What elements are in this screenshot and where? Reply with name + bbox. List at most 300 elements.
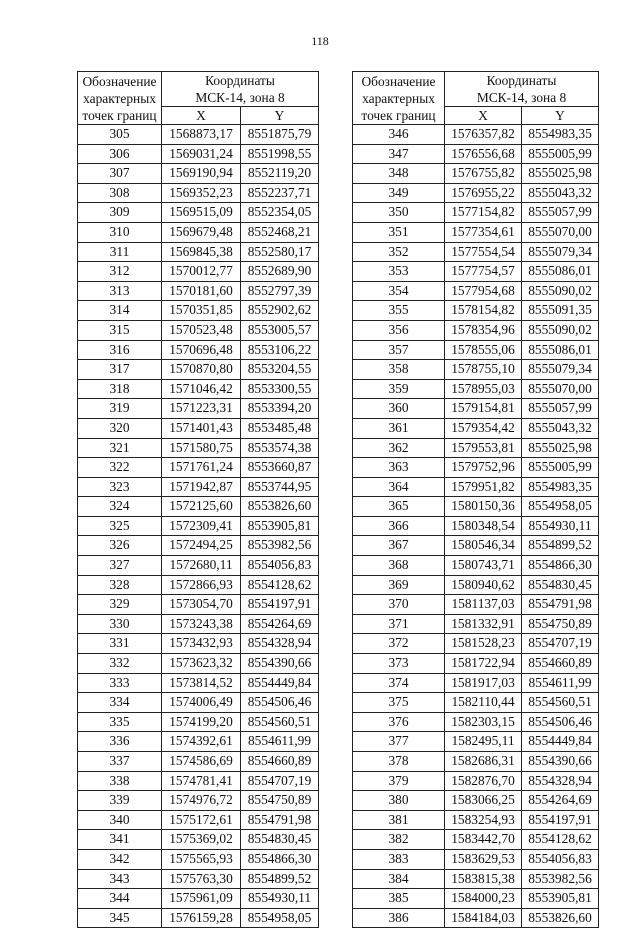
x-coordinate-cell: 1575961,09 [162, 889, 241, 909]
y-coordinate-cell: 8555043,32 [522, 183, 599, 203]
y-coordinate-cell: 8554866,30 [522, 556, 599, 576]
y-coordinate-cell: 8554197,91 [241, 595, 319, 615]
table-row [353, 595, 599, 615]
point-number-cell: 343 [78, 869, 162, 889]
table-body-right [353, 125, 599, 928]
x-coordinate-cell: 1581722,94 [445, 654, 522, 674]
point-number-cell: 332 [78, 654, 162, 674]
x-coordinate-cell: 1568873,17 [162, 125, 241, 145]
y-coordinate-cell: 8555057,99 [522, 399, 599, 419]
point-number-cell: 371 [353, 614, 445, 634]
table-row [78, 556, 319, 576]
y-coordinate-cell: 8555070,00 [522, 222, 599, 242]
table-row [353, 693, 599, 713]
y-coordinate-cell: 8551998,55 [241, 144, 319, 164]
x-coordinate-cell: 1578354,96 [445, 320, 522, 340]
y-coordinate-cell: 8554930,11 [522, 516, 599, 536]
point-number-cell: 369 [353, 575, 445, 595]
y-coordinate-cell: 8554830,45 [522, 575, 599, 595]
table-row [78, 477, 319, 497]
point-number-cell: 386 [353, 908, 445, 928]
y-coordinate-cell: 8553106,22 [241, 340, 319, 360]
point-number-cell: 355 [353, 301, 445, 321]
point-number-cell: 311 [78, 242, 162, 262]
y-coordinate-cell: 8554660,89 [241, 752, 319, 772]
point-number-cell: 334 [78, 693, 162, 713]
point-number-cell: 347 [353, 144, 445, 164]
table-row [353, 164, 599, 184]
x-coordinate-cell: 1571580,75 [162, 438, 241, 458]
x-coordinate-cell: 1582110,44 [445, 693, 522, 713]
y-coordinate-cell: 8555043,32 [522, 418, 599, 438]
x-coordinate-cell: 1576955,22 [445, 183, 522, 203]
x-coordinate-cell: 1570696,48 [162, 340, 241, 360]
x-coordinate-cell: 1576755,82 [445, 164, 522, 184]
x-coordinate-cell: 1581528,23 [445, 634, 522, 654]
table-body-left [78, 125, 319, 928]
y-coordinate-cell: 8554390,66 [522, 752, 599, 772]
table-row [78, 399, 319, 419]
x-coordinate-cell: 1580743,71 [445, 556, 522, 576]
x-coordinate-cell: 1582876,70 [445, 771, 522, 791]
table-row [353, 752, 599, 772]
x-coordinate-cell: 1577154,82 [445, 203, 522, 223]
y-coordinate-cell: 8554750,89 [522, 614, 599, 634]
table-row [78, 752, 319, 772]
x-coordinate-cell: 1579354,42 [445, 418, 522, 438]
point-number-cell: 376 [353, 712, 445, 732]
y-coordinate-cell: 8554056,83 [241, 556, 319, 576]
y-header: Y [522, 107, 599, 125]
x-coordinate-cell: 1575763,30 [162, 869, 241, 889]
point-number-cell: 326 [78, 536, 162, 556]
table-row [78, 262, 319, 282]
point-number-cell: 360 [353, 399, 445, 419]
point-number-cell: 357 [353, 340, 445, 360]
y-coordinate-cell: 8553204,55 [241, 360, 319, 380]
point-number-cell: 314 [78, 301, 162, 321]
y-coordinate-cell: 8553485,48 [241, 418, 319, 438]
x-coordinate-cell: 1578755,10 [445, 360, 522, 380]
table-row [353, 849, 599, 869]
y-coordinate-cell: 8555091,35 [522, 301, 599, 321]
x-coordinate-cell: 1574586,69 [162, 752, 241, 772]
x-coordinate-cell: 1571942,87 [162, 477, 241, 497]
table-row [78, 418, 319, 438]
x-coordinate-cell: 1577954,68 [445, 281, 522, 301]
table-row [78, 301, 319, 321]
point-number-cell: 351 [353, 222, 445, 242]
point-number-cell: 375 [353, 693, 445, 713]
y-coordinate-cell: 8554830,45 [241, 830, 319, 850]
x-coordinate-cell: 1582303,15 [445, 712, 522, 732]
y-coordinate-cell: 8554791,98 [241, 810, 319, 830]
x-coordinate-cell: 1582686,31 [445, 752, 522, 772]
coordinates-header: Координаты [445, 72, 599, 90]
table-row [353, 418, 599, 438]
y-coordinate-cell: 8552689,90 [241, 262, 319, 282]
point-number-cell: 377 [353, 732, 445, 752]
x-coordinate-cell: 1577354,61 [445, 222, 522, 242]
point-number-cell: 305 [78, 125, 162, 145]
y-coordinate-cell: 8554560,51 [522, 693, 599, 713]
y-coordinate-cell: 8555070,00 [522, 379, 599, 399]
table-row [78, 595, 319, 615]
y-coordinate-cell: 8553905,81 [522, 889, 599, 909]
table-row [78, 810, 319, 830]
point-number-cell: 331 [78, 634, 162, 654]
x-coordinate-cell: 1577754,57 [445, 262, 522, 282]
x-coordinate-cell: 1583442,70 [445, 830, 522, 850]
point-number-cell: 380 [353, 791, 445, 811]
point-number-cell: 315 [78, 320, 162, 340]
table-row [78, 712, 319, 732]
table-row [78, 281, 319, 301]
table-row [78, 849, 319, 869]
x-coordinate-cell: 1578154,82 [445, 301, 522, 321]
point-number-cell: 363 [353, 458, 445, 478]
x-coordinate-cell: 1581137,03 [445, 595, 522, 615]
y-coordinate-cell: 8554264,69 [522, 791, 599, 811]
x-coordinate-cell: 1579752,96 [445, 458, 522, 478]
y-coordinate-cell: 8554506,46 [522, 712, 599, 732]
x-coordinate-cell: 1574006,49 [162, 693, 241, 713]
point-number-cell: 378 [353, 752, 445, 772]
x-coordinate-cell: 1571046,42 [162, 379, 241, 399]
table-row [353, 556, 599, 576]
table-row [353, 360, 599, 380]
point-number-cell: 368 [353, 556, 445, 576]
point-number-cell: 317 [78, 360, 162, 380]
table-row [353, 438, 599, 458]
y-coordinate-cell: 8554707,19 [522, 634, 599, 654]
y-coordinate-cell: 8554707,19 [241, 771, 319, 791]
table-row [78, 320, 319, 340]
y-coordinate-cell: 8552797,39 [241, 281, 319, 301]
y-coordinate-cell: 8553300,55 [241, 379, 319, 399]
x-coordinate-cell: 1576159,28 [162, 908, 241, 928]
point-number-cell: 366 [353, 516, 445, 536]
table-row [353, 516, 599, 536]
y-coordinate-cell: 8554899,52 [522, 536, 599, 556]
y-coordinate-cell: 8554056,83 [522, 849, 599, 869]
y-coordinate-cell: 8554197,91 [522, 810, 599, 830]
point-number-cell: 342 [78, 849, 162, 869]
x-coordinate-cell: 1581332,91 [445, 614, 522, 634]
point-number-cell: 365 [353, 497, 445, 517]
table-row [78, 791, 319, 811]
y-coordinate-cell: 8554449,84 [241, 673, 319, 693]
point-number-cell: 383 [353, 849, 445, 869]
y-coordinate-cell: 8554449,84 [522, 732, 599, 752]
y-coordinate-cell: 8555086,01 [522, 340, 599, 360]
point-number-cell: 335 [78, 712, 162, 732]
point-number-cell: 330 [78, 614, 162, 634]
x-coordinate-cell: 1569845,38 [162, 242, 241, 262]
y-coordinate-cell: 8554958,05 [522, 497, 599, 517]
table-row [78, 144, 319, 164]
point-number-cell: 381 [353, 810, 445, 830]
point-number-cell: 361 [353, 418, 445, 438]
point-number-cell: 306 [78, 144, 162, 164]
table-row [353, 320, 599, 340]
table-row [353, 889, 599, 909]
point-number-cell: 321 [78, 438, 162, 458]
y-coordinate-cell: 8553574,38 [241, 438, 319, 458]
y-coordinate-cell: 8552580,17 [241, 242, 319, 262]
y-coordinate-cell: 8554506,46 [241, 693, 319, 713]
table-row [353, 222, 599, 242]
table-row [353, 379, 599, 399]
y-coordinate-cell: 8553826,60 [522, 908, 599, 928]
x-header: X [162, 107, 241, 125]
x-coordinate-cell: 1583066,25 [445, 791, 522, 811]
table-row [353, 262, 599, 282]
y-coordinate-cell: 8552468,21 [241, 222, 319, 242]
point-number-cell: 339 [78, 791, 162, 811]
point-number-cell: 348 [353, 164, 445, 184]
y-coordinate-cell: 8554128,62 [522, 830, 599, 850]
y-coordinate-cell: 8554899,52 [241, 869, 319, 889]
page-number: 118 [311, 34, 329, 48]
y-coordinate-cell: 8553982,56 [241, 536, 319, 556]
y-coordinate-cell: 8555086,01 [522, 262, 599, 282]
y-coordinate-cell: 8555079,34 [522, 360, 599, 380]
table-row [353, 242, 599, 262]
point-number-cell: 345 [78, 908, 162, 928]
coordinates-table-left [77, 71, 319, 928]
y-coordinate-cell: 8555005,99 [522, 144, 599, 164]
point-number-cell: 353 [353, 262, 445, 282]
table-row [78, 164, 319, 184]
table-row [78, 458, 319, 478]
x-coordinate-cell: 1571761,24 [162, 458, 241, 478]
y-coordinate-cell: 8554560,51 [241, 712, 319, 732]
point-number-cell: 367 [353, 536, 445, 556]
y-coordinate-cell: 8554264,69 [241, 614, 319, 634]
table-row [353, 732, 599, 752]
point-number-cell: 350 [353, 203, 445, 223]
y-coordinate-cell: 8553905,81 [241, 516, 319, 536]
point-number-cell: 320 [78, 418, 162, 438]
point-number-cell: 359 [353, 379, 445, 399]
x-coordinate-cell: 1580348,54 [445, 516, 522, 536]
table-row [353, 458, 599, 478]
x-coordinate-cell: 1579154,81 [445, 399, 522, 419]
x-coordinate-cell: 1574781,41 [162, 771, 241, 791]
x-coordinate-cell: 1572125,60 [162, 497, 241, 517]
y-coordinate-cell: 8551875,79 [241, 125, 319, 145]
x-header: X [445, 107, 522, 125]
table-row [78, 497, 319, 517]
point-number-cell: 356 [353, 320, 445, 340]
table-row [353, 869, 599, 889]
y-coordinate-cell: 8554983,35 [522, 477, 599, 497]
coordinate-system-header: МСК-14, зона 8 [162, 89, 319, 107]
point-number-cell: 310 [78, 222, 162, 242]
x-coordinate-cell: 1573432,93 [162, 634, 241, 654]
x-coordinate-cell: 1569515,09 [162, 203, 241, 223]
y-coordinate-cell: 8553982,56 [522, 869, 599, 889]
point-number-cell: 337 [78, 752, 162, 772]
x-coordinate-cell: 1580546,34 [445, 536, 522, 556]
x-coordinate-cell: 1574199,20 [162, 712, 241, 732]
table-row [78, 869, 319, 889]
y-coordinate-cell: 8554328,94 [241, 634, 319, 654]
y-coordinate-cell: 8553660,87 [241, 458, 319, 478]
x-coordinate-cell: 1569679,48 [162, 222, 241, 242]
table-row [353, 575, 599, 595]
x-coordinate-cell: 1572494,25 [162, 536, 241, 556]
y-coordinate-cell: 8554930,11 [241, 889, 319, 909]
point-number-cell: 307 [78, 164, 162, 184]
point-number-cell: 313 [78, 281, 162, 301]
x-coordinate-cell: 1570870,80 [162, 360, 241, 380]
point-number-cell: 327 [78, 556, 162, 576]
x-coordinate-cell: 1581917,03 [445, 673, 522, 693]
y-coordinate-cell: 8553394,20 [241, 399, 319, 419]
table-row [353, 301, 599, 321]
x-coordinate-cell: 1580940,62 [445, 575, 522, 595]
y-coordinate-cell: 8552119,20 [241, 164, 319, 184]
point-number-cell: 316 [78, 340, 162, 360]
table-row [353, 536, 599, 556]
point-number-cell: 318 [78, 379, 162, 399]
table-row [78, 634, 319, 654]
table-row [353, 340, 599, 360]
point-number-cell: 324 [78, 497, 162, 517]
table-row [78, 771, 319, 791]
table-row [353, 497, 599, 517]
table-row [78, 575, 319, 595]
y-coordinate-cell: 8554958,05 [241, 908, 319, 928]
x-coordinate-cell: 1569190,94 [162, 164, 241, 184]
table-row [78, 379, 319, 399]
table-row [353, 654, 599, 674]
point-number-cell: 385 [353, 889, 445, 909]
point-number-cell: 328 [78, 575, 162, 595]
y-coordinate-cell: 8554128,62 [241, 575, 319, 595]
table-row [78, 125, 319, 145]
y-coordinate-cell: 8554390,66 [241, 654, 319, 674]
y-coordinate-cell: 8555025,98 [522, 164, 599, 184]
table-row [78, 360, 319, 380]
table-row [353, 673, 599, 693]
point-number-cell: 373 [353, 654, 445, 674]
coordinates-header: Координаты [162, 72, 319, 90]
point-number-cell: 322 [78, 458, 162, 478]
y-coordinate-cell: 8555090,02 [522, 320, 599, 340]
point-number-cell: 346 [353, 125, 445, 145]
table-row [353, 712, 599, 732]
point-number-cell: 341 [78, 830, 162, 850]
y-coordinate-cell: 8554611,99 [241, 732, 319, 752]
table-row [353, 810, 599, 830]
point-number-cell: 358 [353, 360, 445, 380]
point-number-cell: 354 [353, 281, 445, 301]
point-number-cell: 309 [78, 203, 162, 223]
x-coordinate-cell: 1583815,38 [445, 869, 522, 889]
x-coordinate-cell: 1570523,48 [162, 320, 241, 340]
table-row [78, 654, 319, 674]
table-row [78, 673, 319, 693]
x-coordinate-cell: 1584184,03 [445, 908, 522, 928]
x-coordinate-cell: 1576357,82 [445, 125, 522, 145]
x-coordinate-cell: 1573243,38 [162, 614, 241, 634]
point-number-cell: 340 [78, 810, 162, 830]
table-row [78, 222, 319, 242]
x-coordinate-cell: 1572309,41 [162, 516, 241, 536]
table-row [78, 908, 319, 928]
table-row [78, 438, 319, 458]
y-coordinate-cell: 8554611,99 [522, 673, 599, 693]
table-row [353, 144, 599, 164]
x-coordinate-cell: 1582495,11 [445, 732, 522, 752]
table-row [78, 536, 319, 556]
table-row [353, 908, 599, 928]
coordinates-table-right [352, 71, 599, 928]
point-number-cell: 349 [353, 183, 445, 203]
point-number-cell: 323 [78, 477, 162, 497]
point-number-cell: 312 [78, 262, 162, 282]
x-coordinate-cell: 1575172,61 [162, 810, 241, 830]
x-coordinate-cell: 1574392,61 [162, 732, 241, 752]
y-coordinate-cell: 8554983,35 [522, 125, 599, 145]
table-row [353, 399, 599, 419]
x-coordinate-cell: 1573054,70 [162, 595, 241, 615]
point-number-cell: 329 [78, 595, 162, 615]
x-coordinate-cell: 1569031,24 [162, 144, 241, 164]
point-number-cell: 352 [353, 242, 445, 262]
table-row [353, 281, 599, 301]
y-coordinate-cell: 8554328,94 [522, 771, 599, 791]
table-row [78, 340, 319, 360]
point-number-cell: 374 [353, 673, 445, 693]
table-row [78, 242, 319, 262]
table-row [353, 183, 599, 203]
y-coordinate-cell: 8552237,71 [241, 183, 319, 203]
x-coordinate-cell: 1574976,72 [162, 791, 241, 811]
x-coordinate-cell: 1576556,68 [445, 144, 522, 164]
point-number-cell: 319 [78, 399, 162, 419]
point-number-cell: 333 [78, 673, 162, 693]
x-coordinate-cell: 1575369,02 [162, 830, 241, 850]
table-row [353, 830, 599, 850]
x-coordinate-cell: 1571223,31 [162, 399, 241, 419]
y-coordinate-cell: 8555025,98 [522, 438, 599, 458]
x-coordinate-cell: 1578555,06 [445, 340, 522, 360]
y-coordinate-cell: 8554866,30 [241, 849, 319, 869]
x-coordinate-cell: 1572680,11 [162, 556, 241, 576]
y-coordinate-cell: 8555005,99 [522, 458, 599, 478]
point-number-cell: 372 [353, 634, 445, 654]
table-row [353, 203, 599, 223]
x-coordinate-cell: 1573623,32 [162, 654, 241, 674]
y-coordinate-cell: 8554750,89 [241, 791, 319, 811]
point-number-cell: 325 [78, 516, 162, 536]
x-coordinate-cell: 1572866,93 [162, 575, 241, 595]
table-row [353, 634, 599, 654]
table-row [353, 477, 599, 497]
point-number-cell: 379 [353, 771, 445, 791]
table-row [353, 614, 599, 634]
y-coordinate-cell: 8552902,62 [241, 301, 319, 321]
x-coordinate-cell: 1570351,85 [162, 301, 241, 321]
table-row [78, 614, 319, 634]
table-row [78, 889, 319, 909]
x-coordinate-cell: 1569352,23 [162, 183, 241, 203]
table-row [78, 516, 319, 536]
